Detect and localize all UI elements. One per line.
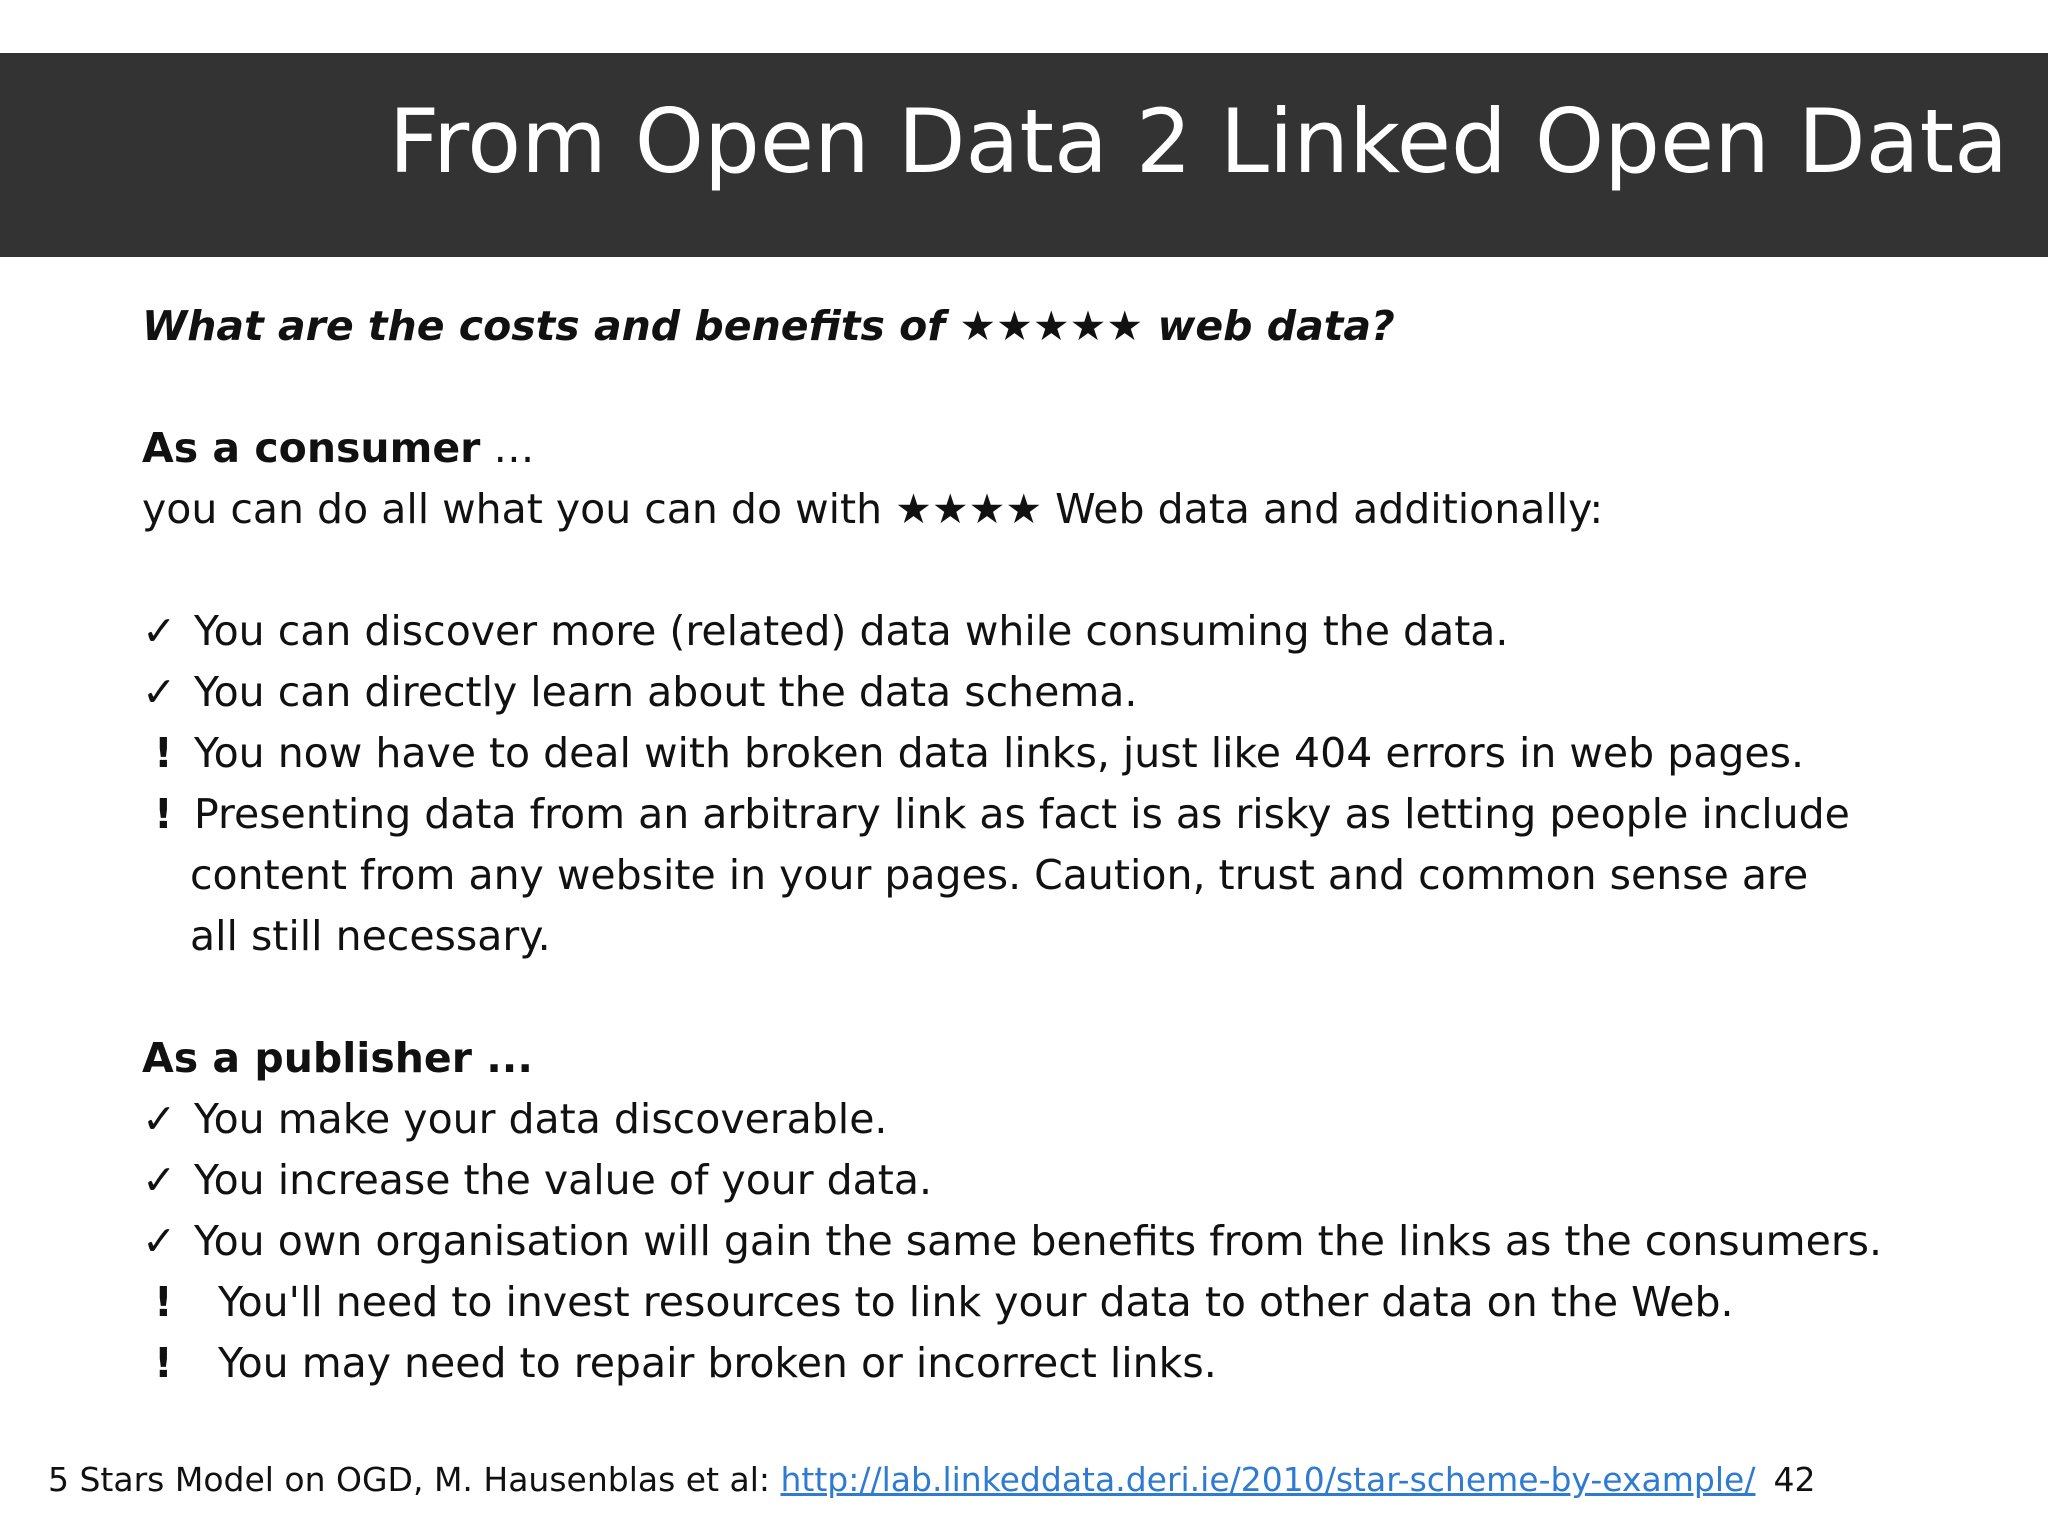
footer-citation: 5 Stars Model on OGD, M. Hausenblas et al: <box>48 1460 781 1499</box>
consumer-item-text: Presenting data from an arbitrary link as fact is as risky as letting people include <box>194 790 1850 838</box>
consumer-heading-line <box>142 418 1992 479</box>
consumer-item <box>142 723 1992 784</box>
consumer-item <box>142 601 1992 662</box>
publisher-heading: As a publisher ... <box>142 1034 533 1082</box>
publisher-item-text: You'll need to invest resources to link your data to other data on the Web. <box>218 1278 1734 1326</box>
publisher-item <box>142 1150 1992 1211</box>
check-icon: ✓ <box>142 1217 177 1265</box>
consumer-item-text: You now have to deal with broken data links, just like 404 errors in web pages. <box>194 729 1805 777</box>
publisher-item <box>142 1211 1992 1272</box>
slide-title: From Open Data 2 Linked Open Data <box>388 90 2008 193</box>
publisher-item-text: You make your data discoverable. <box>194 1095 888 1143</box>
source-link[interactable]: http://lab.linkeddata.deri.ie/2010/star-scheme-by-example/ <box>780 1460 1756 1499</box>
check-icon: ✓ <box>142 668 177 716</box>
consumer-item <box>142 784 1992 845</box>
consumer-item-text: You can discover more (related) data while consuming the data. <box>194 607 1509 655</box>
check-icon: ✓ <box>142 607 177 655</box>
consumer-heading: As a consumer <box>142 424 481 472</box>
spacer <box>142 967 1992 1028</box>
consumer-intro: you can do all what you can do with ★★★★ Web data and additionally: <box>142 485 1604 533</box>
publisher-item <box>142 1333 1992 1394</box>
exclamation-icon: ! <box>154 729 173 777</box>
publisher-item <box>142 1089 1992 1150</box>
spacer <box>142 357 1992 418</box>
consumer-item-text: You can directly learn about the data schema. <box>194 668 1138 716</box>
consumer-item-continuation: all still necessary. <box>190 912 551 960</box>
slide-body <box>142 296 1992 1394</box>
slide-footer <box>48 1460 1815 1499</box>
page-number: 42 <box>1773 1460 1816 1499</box>
exclamation-icon: ! <box>154 1278 173 1326</box>
publisher-item-text: You own organisation will gain the same benefits from the links as the consumers. <box>194 1217 1883 1265</box>
consumer-heading-suffix: … <box>480 424 535 472</box>
publisher-item-text: You may need to repair broken or incorrect links. <box>218 1339 1217 1387</box>
exclamation-icon: ! <box>154 1339 173 1387</box>
check-icon: ✓ <box>142 1095 177 1143</box>
publisher-item-text: You increase the value of your data. <box>194 1156 933 1204</box>
spacer <box>142 540 1992 601</box>
slide-question: What are the costs and benefits of ★★★★★ web data? <box>142 302 1395 350</box>
publisher-item <box>142 1272 1992 1333</box>
check-icon: ✓ <box>142 1156 177 1204</box>
consumer-item-continuation: content from any website in your pages. Caution, trust and common sense are <box>190 851 1809 899</box>
exclamation-icon: ! <box>154 790 173 838</box>
consumer-item <box>142 662 1992 723</box>
